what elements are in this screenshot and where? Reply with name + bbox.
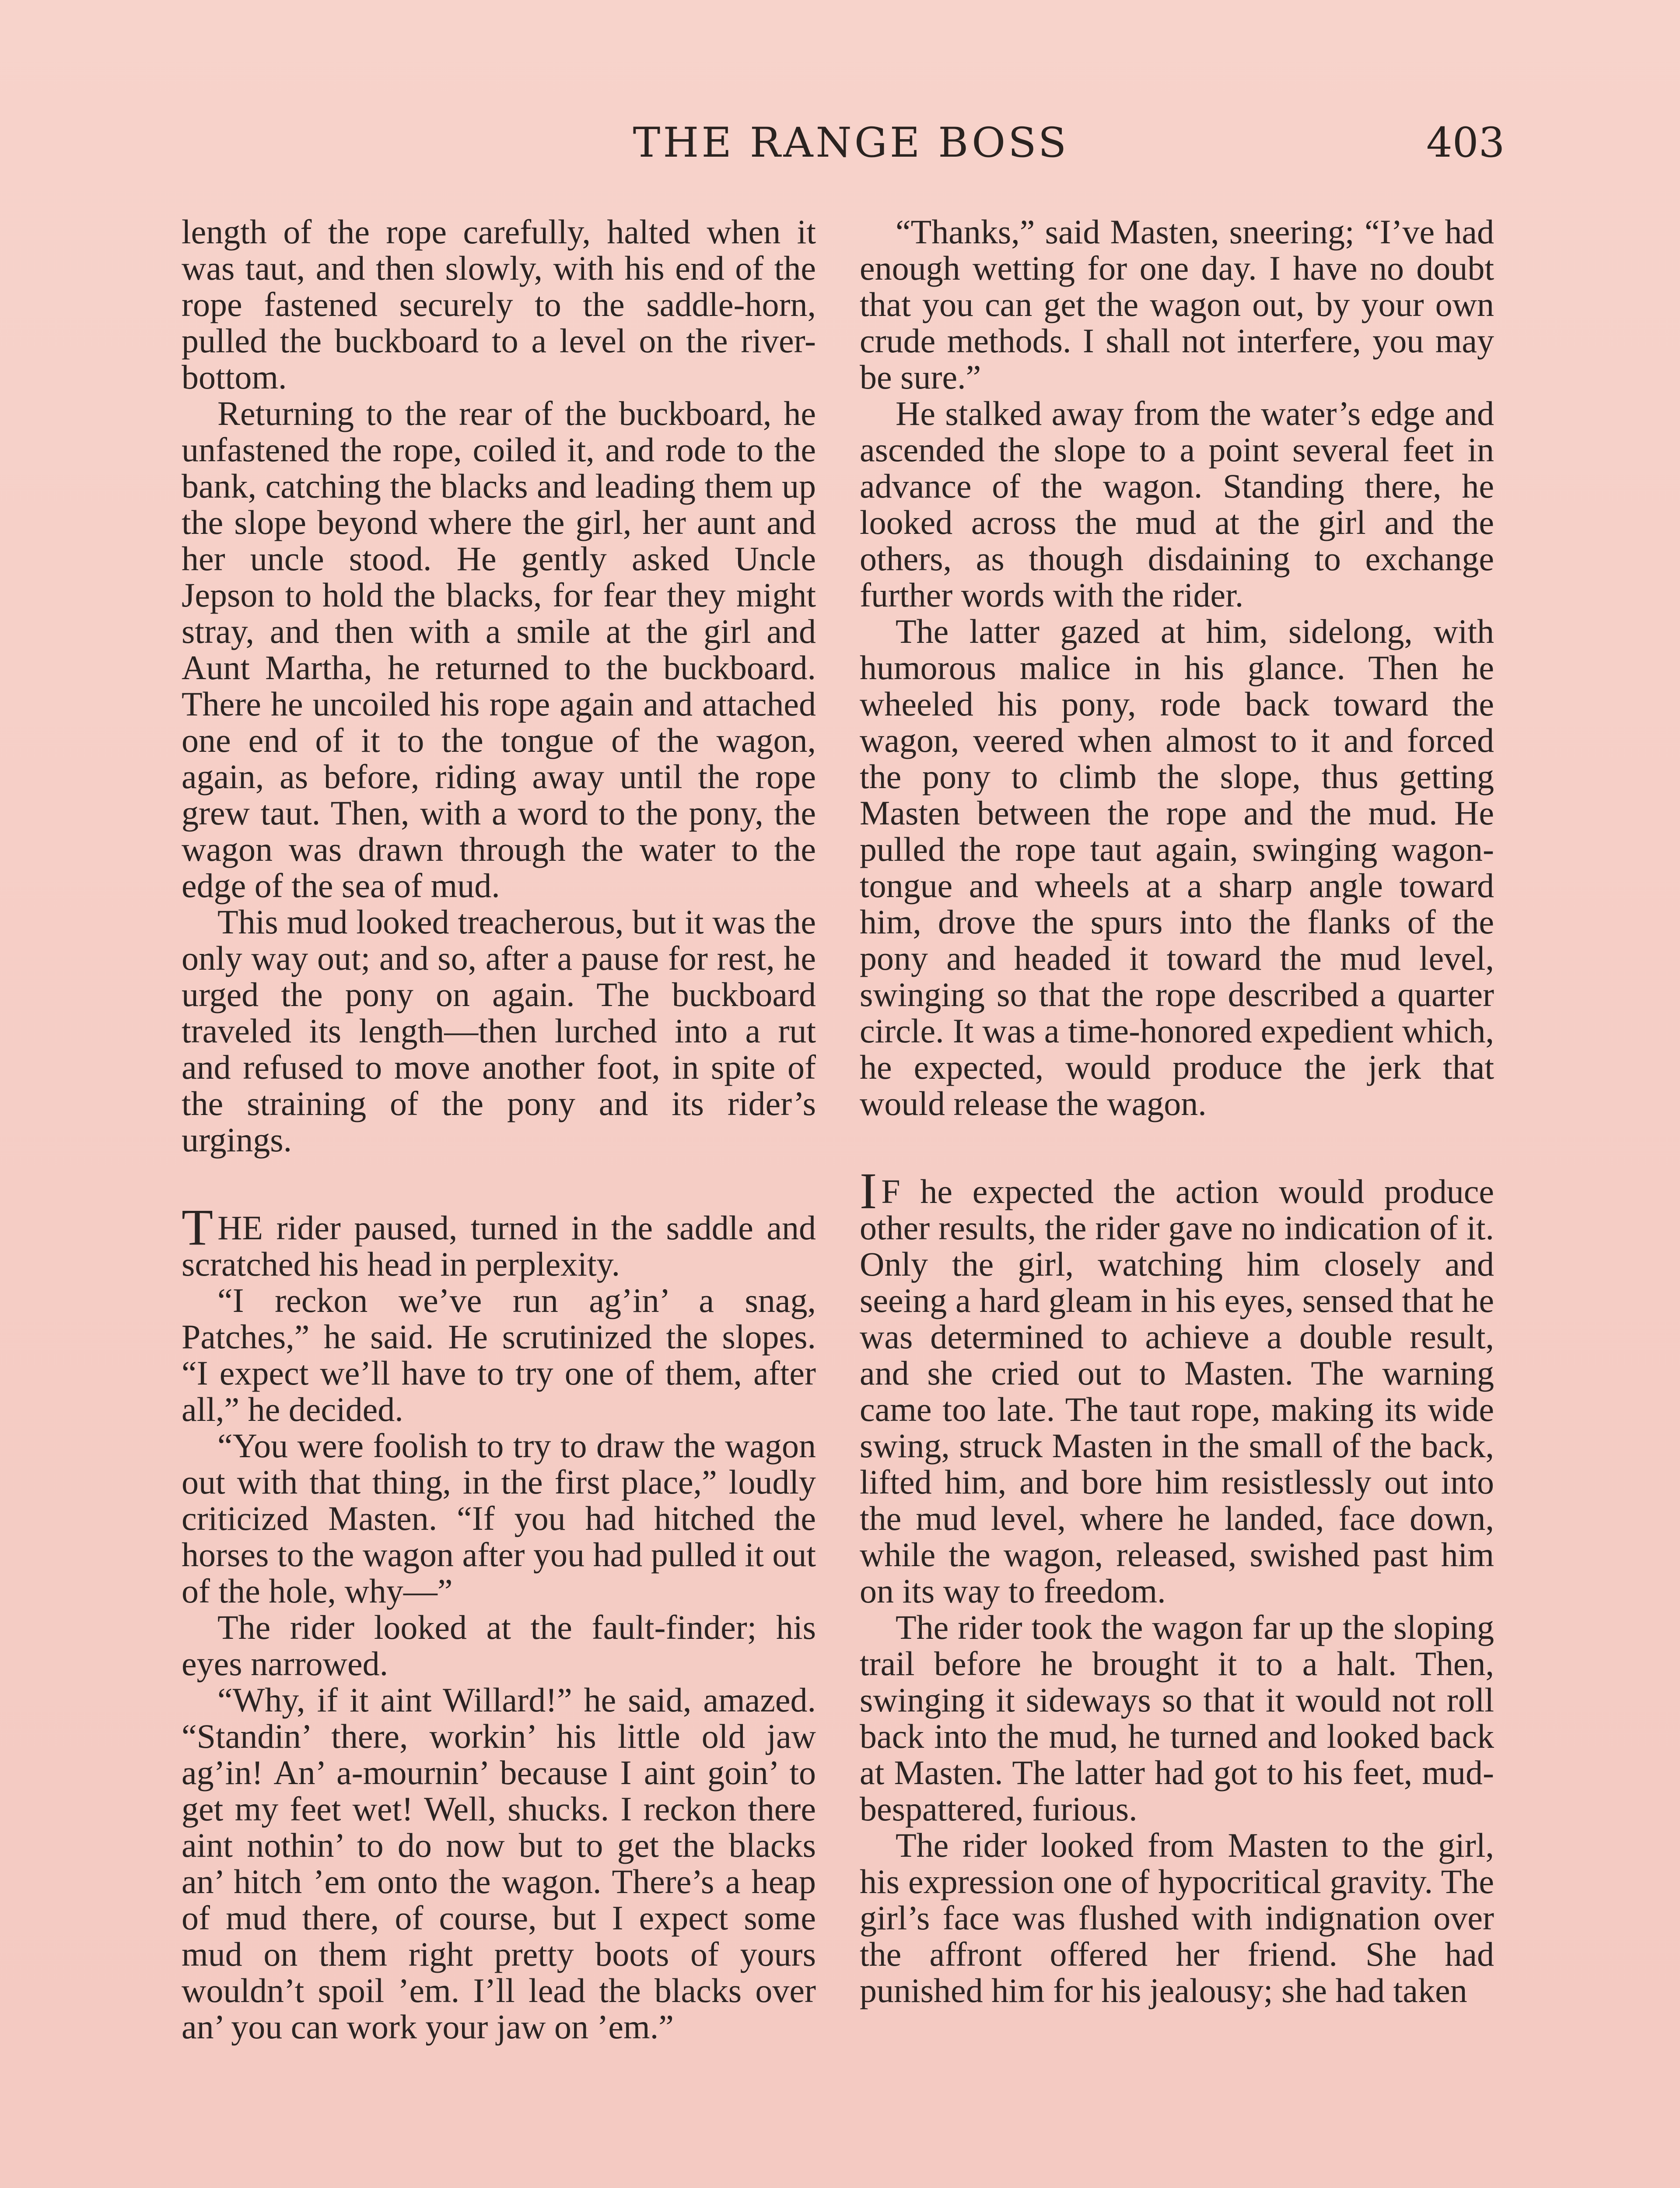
paragraph-text: “Why, if it aint Willard!” he said, amazed. “Standin’ there, workin’ his little old jaw ag’in! An’ a-mournin’ because I aint goin’ to get my feet wet! Well, shucks. I reckon there aint nothin’ to do now but to get the blacks an’ hitch ’em onto the wagon. There’s a heap of mud there, of course, but I expect some mud on them right pretty boots of yours wouldn’t spoil ’em. I’ll lead the blacks over an’ you can work your jaw on ’em.” [182,1681,816,2046]
paragraph [860,1609,1494,1827]
paragraph [182,214,816,395]
page-number: 403 [1426,119,1505,167]
right-column [860,214,1494,2009]
paragraph [182,1282,816,1427]
paragraph [860,613,1494,1122]
paragraph [182,1609,816,1682]
drop-cap-letter: I [860,1162,877,1220]
section-opening-paragraph [860,1162,1494,1610]
paragraph [860,1827,1494,2009]
paragraph [860,395,1494,613]
paragraph-text: The rider took the wagon far up the sloping trail before he brought it to a halt. Then, swinging it sideways so that it would not roll back into the mud, he turned and looked back at Masten. The latter had got to his feet, mud-bespattered, furious. [860,1608,1494,1828]
paragraph-text: The rider looked from Masten to the girl, his expression one of hypocritical gravity. The girl’s face was flushed with indignation over the affront offered her friend. She had punished him for his jealousy; she had taken [860,1826,1494,2009]
paragraph-text: F he expected the action would produce other results, the rider gave no indication of it. Only the girl, watching him closely and seeing a hard gleam in his eyes, sensed that he was determined to achieve a double result, and she cried out to Masten. The warning came too late. The taut rope, making its wide swing, struck Masten in the small of the back, lifted him, and bore him resistlessly out into the mud level, where he landed, face down, while the wagon, released, swished past him on its way to freedom. [860,1172,1494,1610]
paragraph-text: length of the rope carefully, halted when it was taut, and then slowly, with his end of the rope fastened securely to the saddle-horn, pulled the buckboard to a level on the river-bottom. [182,213,816,396]
drop-cap-letter: T [182,1199,214,1256]
paragraph-text: He stalked away from the water’s edge and ascended the slope to a point several feet in advance of the wagon. Standing there, he looked across the mud at the girl and the others, as though disdaining to exchange further words with the rider. [860,394,1494,614]
paragraph-text: Returning to the rear of the buckboard, he unfastened the rope, coiled it, and rode to the bank, catching the blacks and leading them up the slope beyond where the girl, her aunt and her uncle stood. He gently asked Uncle Jepson to hold the blacks, for fear they might stray, and then with a smile at the girl and Aunt Martha, he returned to the buckboard. There he uncoiled his rope again and attached one end of it to the tongue of the wagon, again, as before, riding away until the rope grew taut. Then, with a word to the pony, the wagon was drawn through the water to the edge of the sea of mud. [182,394,816,905]
paragraph-text: “You were foolish to try to draw the wagon out with that thing, in the first place,” loudly criticized Masten. “If you had hitched the horses to the wagon after you had pulled it out of the hole, why—” [182,1427,816,1610]
paragraph-text: The rider looked at the fault-finder; his eyes narrowed. [182,1608,816,1683]
running-header-title: THE RANGE BOSS [633,119,1069,167]
paragraph [182,1427,816,1609]
paragraph-text: “I reckon we’ve run ag’in’ a snag, Patches,” he said. He scrutinized the slopes. “I expect we’ll have to try one of them, after all,” he decided. [182,1281,816,1428]
paragraph-text: HE rider paused, turned in the saddle and scratched his head in perplexity. [182,1209,816,1283]
paragraph [182,395,816,904]
section-opening-paragraph [182,1199,816,1283]
paragraph [860,214,1494,395]
paragraph [182,1682,816,2045]
paragraph-text: This mud looked treacherous, but it was the only way out; and so, after a pause for rest, he urged the pony on again. The buckboard traveled its length—then lurched into a rut and refused to move another foot, in spite of the straining of the pony and its rider’s urgings. [182,903,816,1159]
paragraph [182,904,816,1158]
paragraph-text: “Thanks,” said Masten, sneering; “I’ve had enough wetting for one day. I have no doubt that you can get the wagon out, by your own crude methods. I shall not interfere, you may be sure.” [860,213,1494,396]
left-column [182,214,816,2045]
paragraph-text: The latter gazed at him, sidelong, with humorous malice in his glance. Then he wheeled his pony, rode back toward the wagon, veered when almost to it and forced the pony to climb the slope, thus getting Masten between the rope and the mud. He pulled the rope taut again, swinging wagon-tongue and wheels at a sharp angle toward him, drove the spurs into the flanks of the pony and headed it toward the mud level, swinging so that the rope described a quarter circle. It was a time-honored expedient which, he expected, would produce the jerk that would release the wagon. [860,612,1494,1122]
